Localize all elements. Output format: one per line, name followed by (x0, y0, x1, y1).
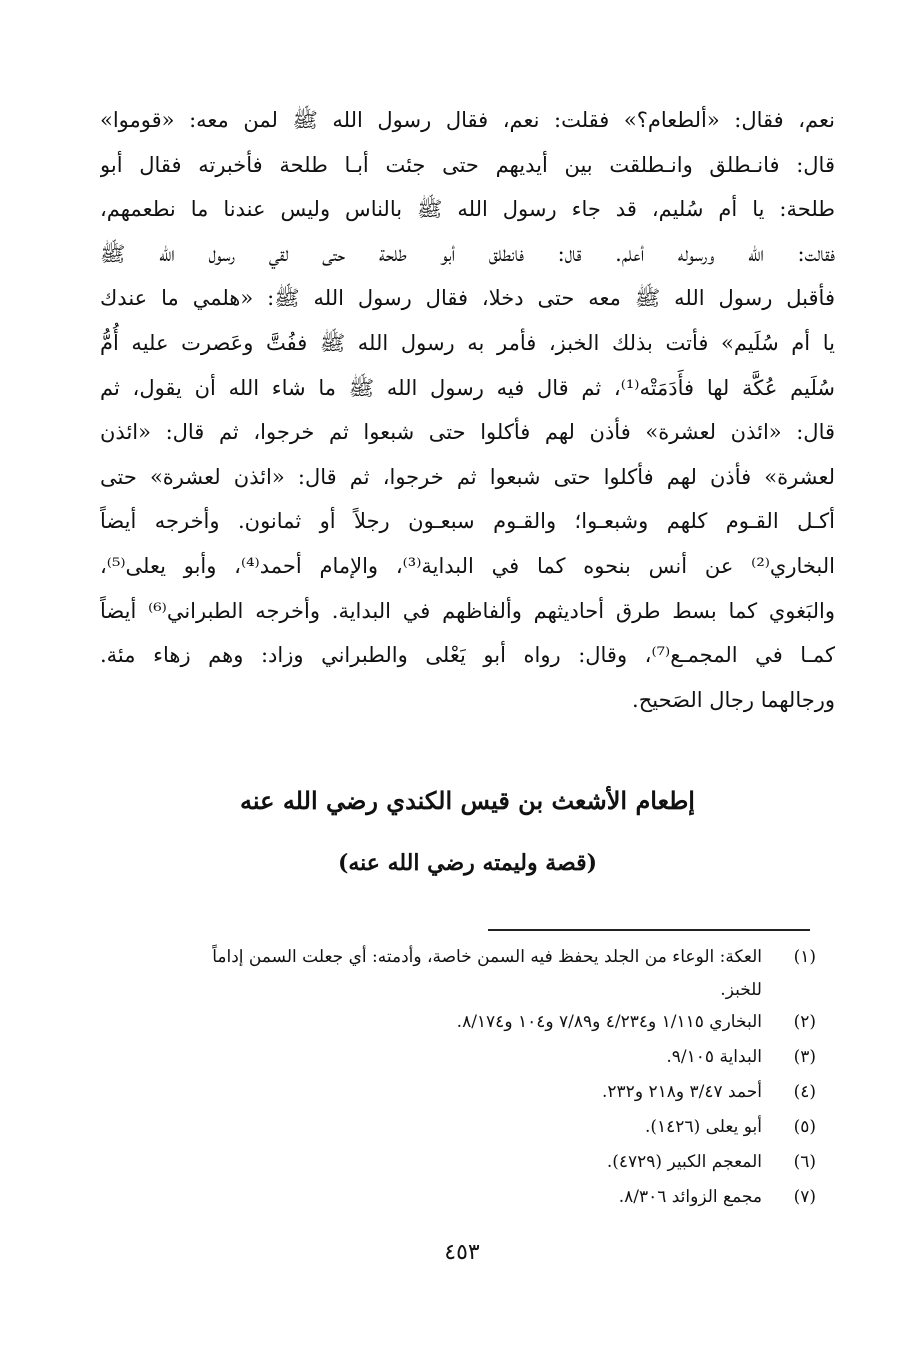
footnote-continuation: للخبز. (720, 980, 762, 1000)
footnote-item (100, 1005, 820, 1040)
section-subheading: (قصة وليمته رضي الله عنه) (337, 850, 598, 876)
footnote-text: البخاري ١/١١٥ و٤/٢٣٤ و٧/٨٩ و١٠٤ و٨/١٧٤. (456, 1012, 762, 1032)
footnote-item (100, 940, 820, 975)
footnote-text: العكة: الوعاء من الجلد يحفظ فيه السمن خاصة، وأدمته: أي جعلت السمن إداماً (212, 947, 762, 967)
footnotes (100, 940, 820, 1215)
footnote-number: (٣) (793, 1047, 816, 1067)
text-line: لعشرة» فأذن لهم فأكلوا حتى شبعوا ثم خرجوا، ثم قال: «ائذن لعشرة» حتى (100, 464, 835, 489)
main-text (100, 98, 835, 722)
footnote-number: (٤) (793, 1082, 816, 1102)
text-line: كمـا في المجمـع⁽⁷⁾، وقال: رواه أبو يَعْلى والطبراني وزاد: وهم زهاء مئة. (100, 643, 835, 668)
footnote-text: مجمع الزوائد ٨/٣٠٦. (618, 1187, 762, 1207)
footnote-item (100, 1110, 820, 1145)
footnote-number: (٦) (793, 1152, 816, 1172)
footnote-text: أحمد ٣/٤٧ و٢١٨ و٢٣٢. (602, 1082, 762, 1102)
footnote-number: (٢) (793, 1012, 816, 1032)
footnote-item (100, 1180, 820, 1215)
text-line: نعم، فقال: «ألطعام؟» فقلت: نعم، فقال رسول الله ﷺ لمن معه: «قوموا» (100, 108, 835, 132)
text-line: قال: فانـطلق وانـطلقت بين أيديهم حتى جئت أبـا طلحة فأخبرته فقال أبو (100, 152, 835, 177)
text-line: قال: «ائذن لعشرة» فأذن لهم فأكلوا حتى شبعوا ثم خرجوا، ثم قال: «ائذن (100, 420, 835, 445)
text-line: ورجالهما رجال الصَحيح. (632, 687, 835, 712)
section-heading: إطعام الأشعث بن قيس الكندي رضي الله عنه (240, 786, 695, 815)
footnote-text: أبو يعلى (١٤٢٦). (645, 1117, 762, 1137)
text-line: البخاري⁽²⁾ عن أنس بنحوه كما في البداية⁽³⁾، والإمام أحمد⁽⁴⁾، وأبو يعلى⁽⁵⁾، (100, 553, 835, 578)
text-line: طلحة: يا أم سُليم، قد جاء رسول الله ﷺ بالناس وليس عندنا ما نطعمهم، (100, 197, 835, 222)
page-number: ٤٥٣ (444, 1240, 480, 1265)
text-line: فقالت: الله ورسوله أعلم. قال: فانطلق أبو طلحة حتى لقي رسول الله ﷺ (100, 241, 835, 266)
footnote-text: البداية ٩/١٠٥. (666, 1047, 762, 1067)
text-line: سُلَيم عُكَّة لها فأَدَمَتْه⁽¹⁾، ثم قال فيه رسول الله ﷺ ما شاء الله أن يقول، ثم (100, 375, 835, 400)
text-line: يا أم سُلَيم» فأتت بذلك الخبز، فأمر به رسول الله ﷺ ففُتَّ وعَصرت عليه أُمُّ (100, 330, 835, 355)
footnote-item (100, 1145, 820, 1180)
footnote-number: (٧) (793, 1187, 816, 1207)
text-line: أكـل القـوم كلهم وشبعـوا؛ والقـوم سبعـون رجلاً أو ثمانون. وأخرجه أيضاً (100, 509, 835, 534)
footnote-number: (٥) (793, 1117, 816, 1137)
text-line: والبَغوي كما بسط طرق أحاديثهم وألفاظهم في البداية. وأخرجه الطبراني⁽⁶⁾ أيضاً (100, 598, 835, 623)
footnote-separator (488, 929, 810, 931)
footnote-number: (١) (793, 947, 816, 967)
text-line: فأقبل رسول الله ﷺ معه حتى دخلا، فقال رسول الله ﷺ: «هلمي ما عندك (100, 286, 835, 311)
footnote-item (100, 1075, 820, 1110)
footnote-item (100, 1040, 820, 1075)
footnote-text: المعجم الكبير (٤٧٢٩). (606, 1152, 762, 1172)
